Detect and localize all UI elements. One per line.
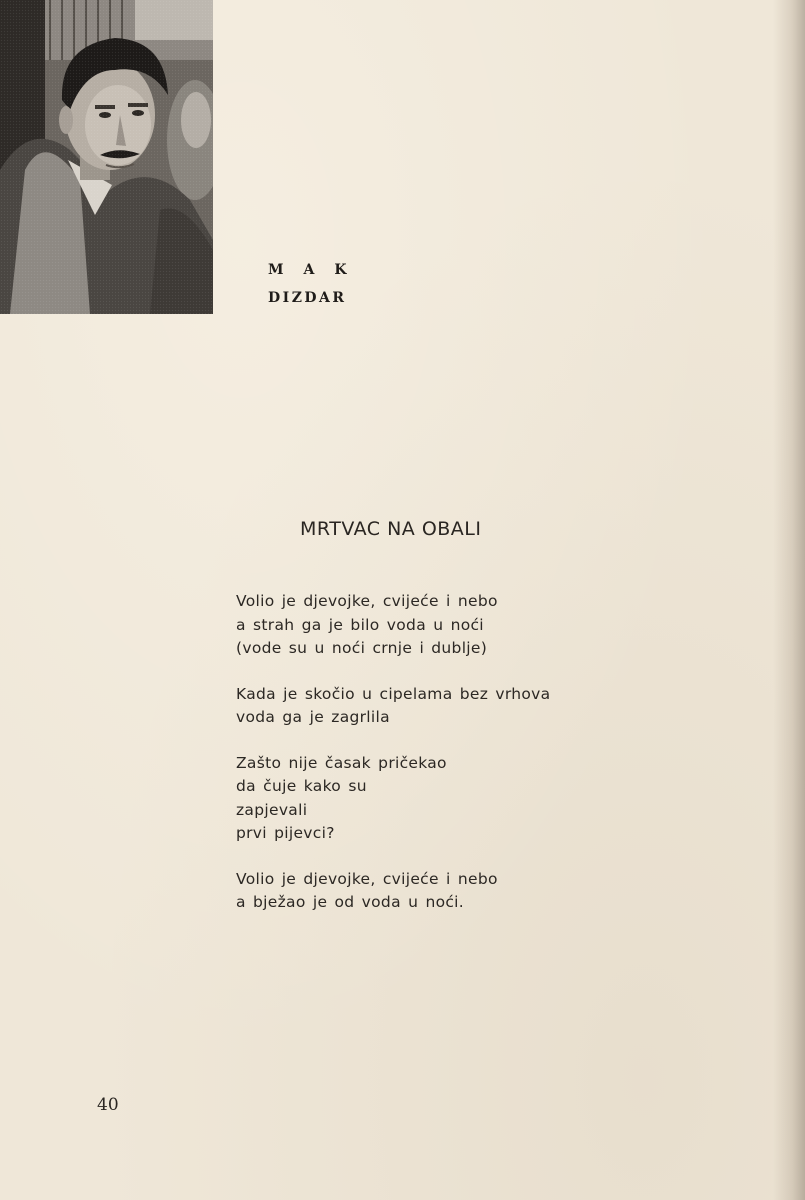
stanza-1 [236,590,550,661]
poem-line: Volio je djevojke, cvijeće i nebo [236,592,498,610]
poem-line: da čuje kako su [236,777,367,795]
stanza-3 [236,752,550,846]
poem-line: voda ga je zagrlila [236,708,390,726]
page-gutter-shadow [773,0,805,1200]
author-last-name: DIZDAR [268,290,347,306]
poem-body [236,590,550,937]
author-portrait-photo [0,0,213,314]
poem-line: Zašto nije časak pričekao [236,753,447,772]
poem-line: zapjevali [236,800,308,819]
stanza-4 [236,868,550,915]
author-first-name: MAK [268,262,367,278]
poem-line: Kada je skočio u cipelama bez vrhova [236,684,551,703]
stanza-2 [236,683,550,730]
poem-line: a strah ga je bilo voda u noći [236,615,484,634]
poem-title: MRTVAC NA OBALI [300,518,482,540]
poem-line: (vode su u noći crnje i dublje) [236,639,488,657]
poem-line: Volio je djevojke, cvijeće i nebo [236,869,498,888]
poem-line: a bježao je od voda u noći. [236,893,465,911]
page-number: 40 [97,1095,119,1115]
poem-line: prvi pijevci? [236,824,335,842]
